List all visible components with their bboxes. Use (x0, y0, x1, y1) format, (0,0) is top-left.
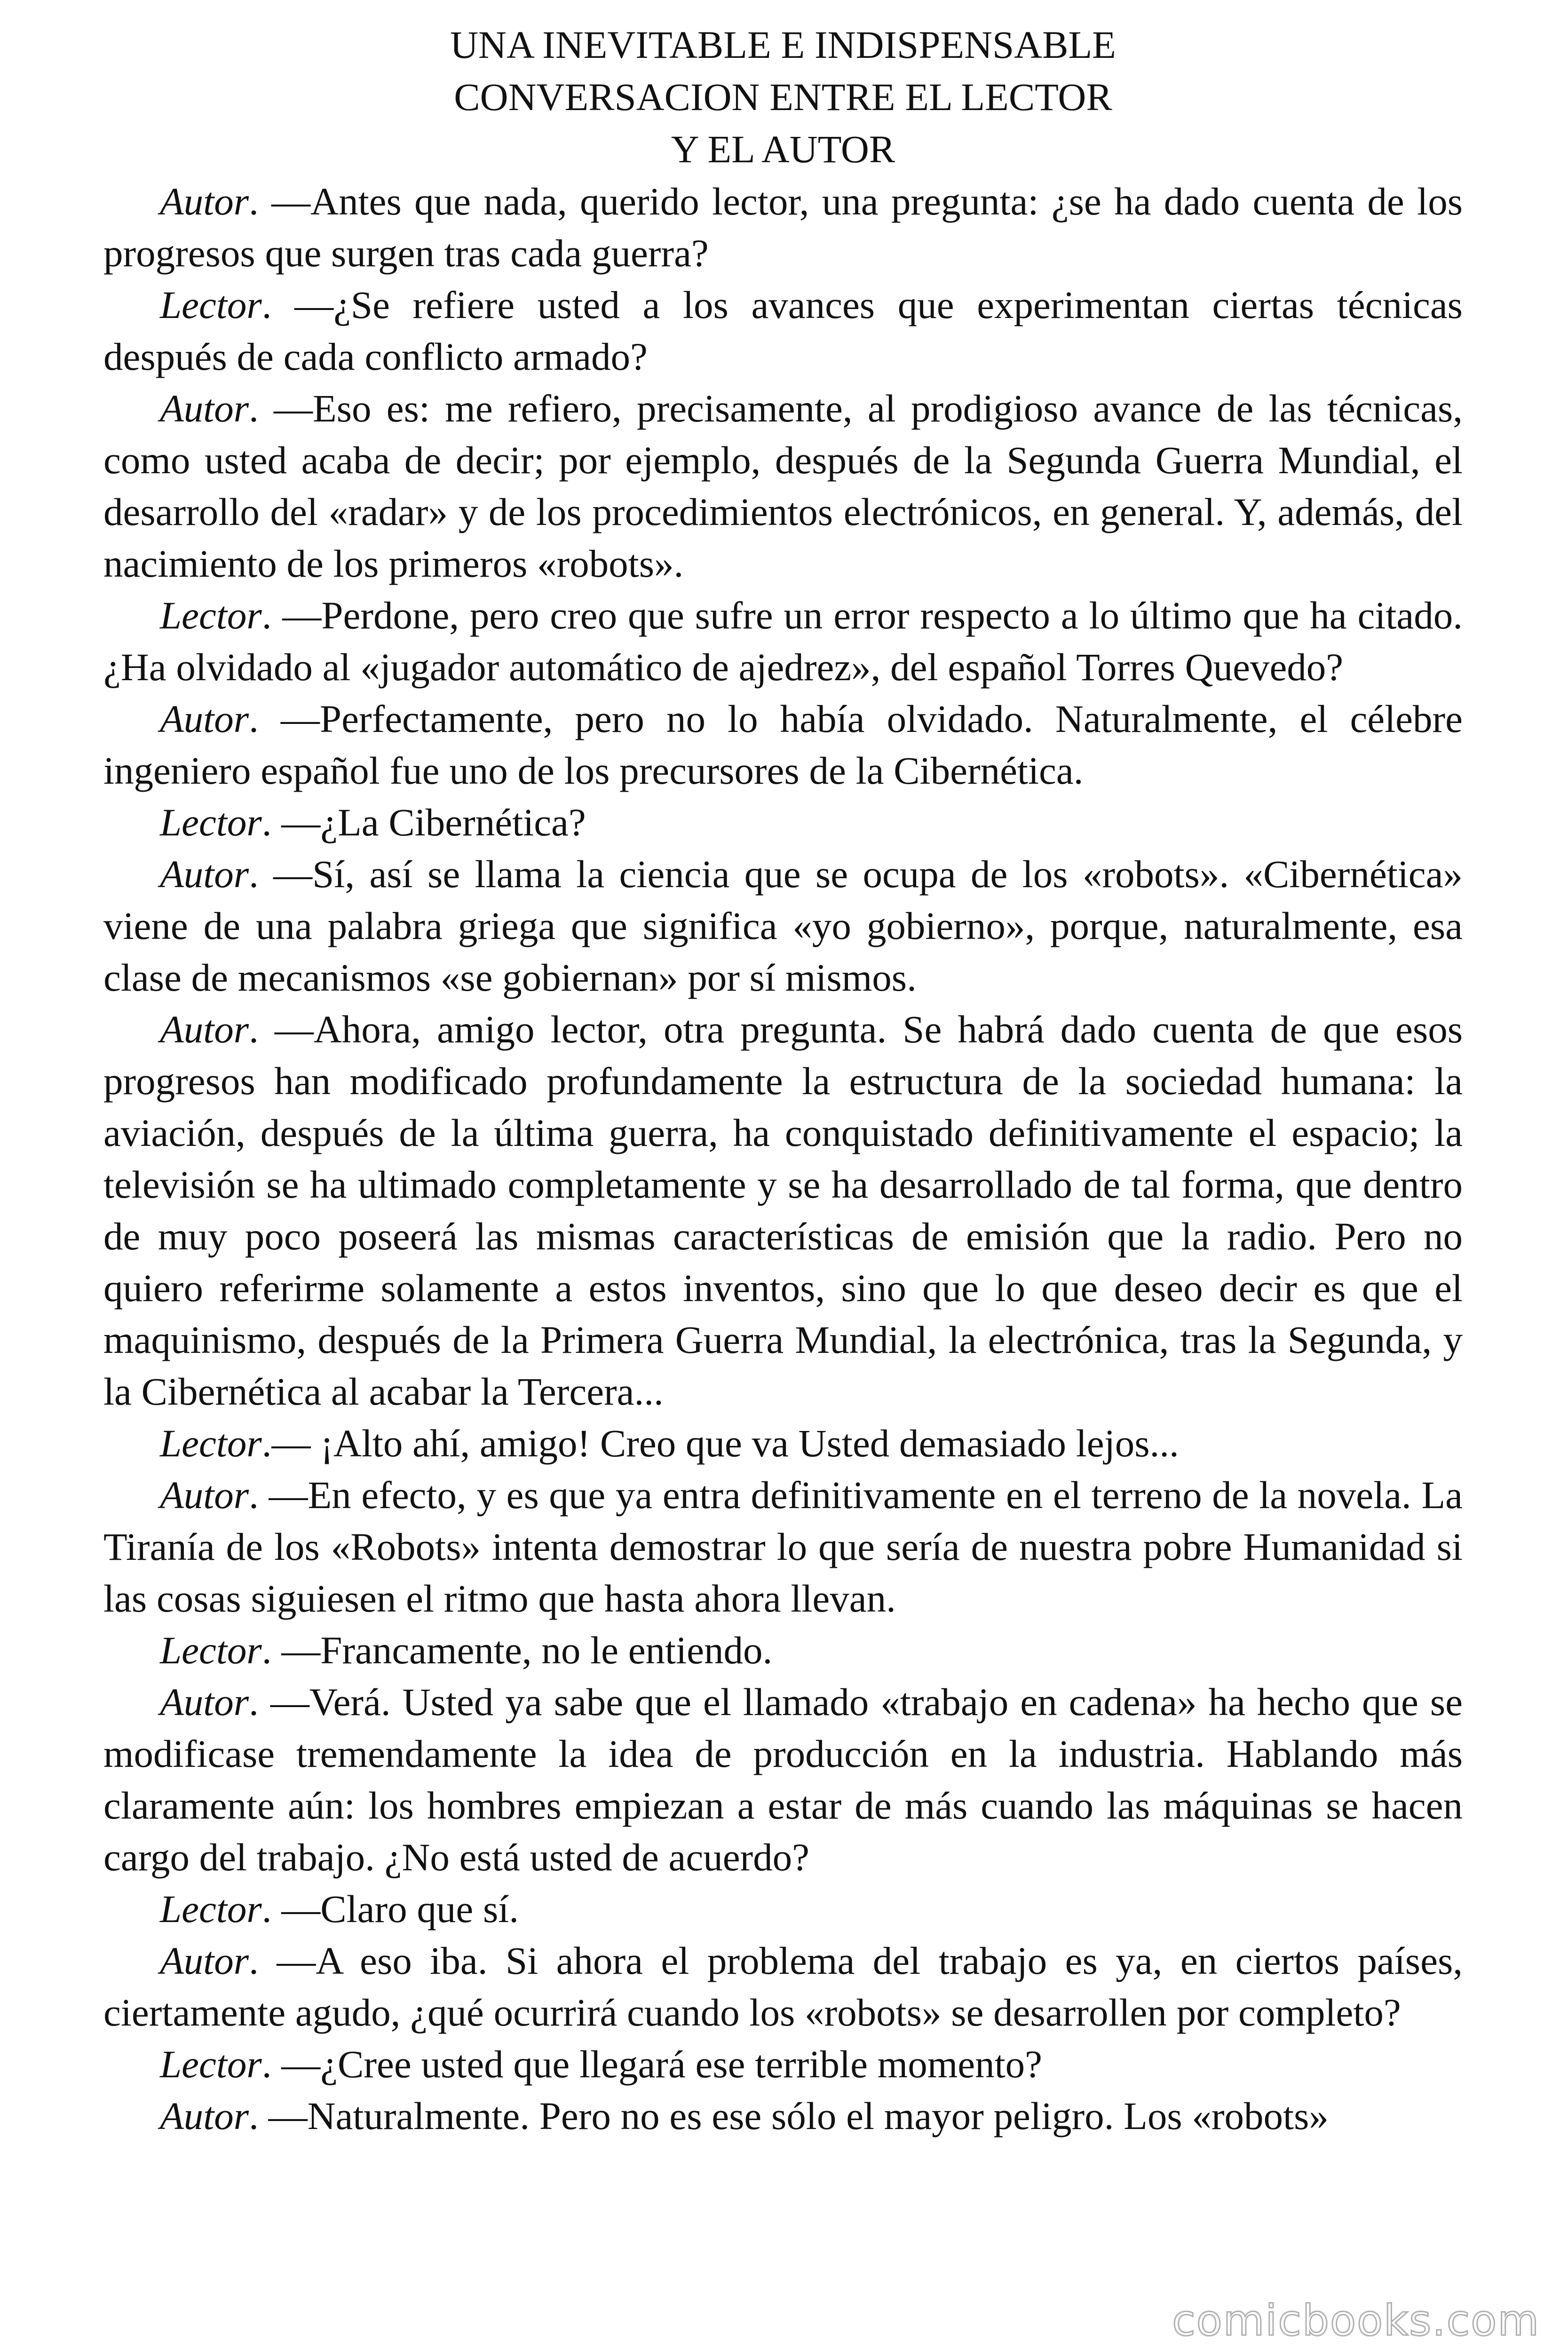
speaker-name: Autor (160, 1008, 249, 1051)
dialogue-paragraph (103, 279, 1463, 382)
speaker-name: Lector (160, 801, 262, 844)
watermark-logo: comicbooks.com (1172, 2296, 1540, 2345)
dialogue-paragraph (103, 848, 1463, 1003)
speaker-name: Autor (160, 2094, 249, 2137)
chapter-title (103, 19, 1463, 175)
paragraph-text: . —A eso iba. Si ahora el problema del trabajo es ya, en ciertos países, ciertamente agudo, ¿qué ocurrirá cuando los «robots» se desarrollen por completo? (103, 1939, 1463, 2034)
paragraph-text: .— ¡Alto ahí, amigo! Creo que va Usted demasiado lejos... (261, 1422, 1179, 1465)
paragraph-text: . —¿Cree usted que llegará ese terrible momento? (261, 2042, 1043, 2086)
speaker-name: Autor (160, 180, 249, 223)
dialogue-paragraph (103, 1469, 1463, 1624)
paragraph-text: . —¿Se refiere usted a los avances que experimentan ciertas técnicas después de cada conflicto armado? (103, 283, 1463, 378)
speaker-name: Autor (160, 1473, 249, 1517)
paragraph-text: . —Ahora, amigo lector, otra pregunta. Se habrá dado cuenta de que esos progresos han modificado profundamente la estructura de la sociedad humana: la aviación, después de la última guerra, ha conquistado definitivamente el espacio; la televisión se ha ultimado completamente y se ha desarrollado de tal forma, que dentro de muy poco poseerá las mismas características de emisión que la radio. Pero no quiero referirme solamente a estos inventos, sino que lo que deseo decir es que el maquinismo, después de la Primera Guerra Mundial, la electrónica, tras la Segunda, y la Cibernética al acabar la Tercera... (103, 1008, 1463, 1413)
dialogue-paragraph (103, 382, 1463, 589)
dialogue-paragraph (103, 1003, 1463, 1417)
dialogue-paragraph (103, 796, 1463, 848)
dialogue-paragraph (103, 1676, 1463, 1883)
dialogue-paragraph (103, 1883, 1463, 1935)
paragraph-text: . —Francamente, no le entiendo. (261, 1629, 773, 1672)
dialogue-paragraph (103, 175, 1463, 279)
speaker-name: Lector (160, 283, 262, 326)
speaker-name: Autor (160, 697, 249, 740)
speaker-name: Autor (160, 387, 249, 430)
speaker-name: Lector (160, 1629, 262, 1672)
paragraph-text: . —¿La Cibernética? (261, 801, 586, 844)
paragraph-text: . —Antes que nada, querido lector, una pregunta: ¿se ha dado cuenta de los progresos que surgen tras cada guerra? (103, 180, 1463, 275)
dialogue-paragraph (103, 1417, 1463, 1469)
paragraph-text: . —Eso es: me refiero, precisamente, al prodigioso avance de las técnicas, como usted acaba de decir; por ejemplo, después de la Segunda Guerra Mundial, el desarrollo del «radar» y de los procedimientos electrónicos, en general. Y, además, del nacimiento de los primeros «robots». (103, 387, 1463, 585)
speaker-name: Autor (160, 852, 249, 896)
title-line: UNA INEVITABLE E INDISPENSABLE (450, 23, 1116, 66)
paragraph-text: . —Verá. Usted ya sabe que el llamado «trabajo en cadena» ha hecho que se modificase tremendamente la idea de producción en la industria. Hablando más claramente aún: los hombres empiezan a estar de más cuando las máquinas se hacen cargo del trabajo. ¿No está usted de acuerdo? (103, 1680, 1463, 1879)
speaker-name: Lector (160, 594, 262, 637)
dialogue-paragraph (103, 589, 1463, 693)
speaker-name: Autor (160, 1680, 249, 1724)
paragraph-text: . —Sí, así se llama la ciencia que se ocupa de los «robots». «Cibernética» viene de una palabra griega que significa «yo gobierno», porque, naturalmente, esa clase de mecanismos «se gobiernan» por sí mismos. (103, 852, 1463, 999)
title-line: Y EL AUTOR (671, 127, 895, 171)
paragraph-text: . —Naturalmente. Pero no es ese sólo el mayor peligro. Los «robots» (249, 2094, 1329, 2137)
dialogue-paragraph (103, 1624, 1463, 1676)
speaker-name: Lector (160, 2042, 262, 2086)
dialogue-paragraph (103, 2090, 1463, 2142)
dialogue-paragraph (103, 693, 1463, 796)
paragraph-text: . —En efecto, y es que ya entra definitivamente en el terreno de la novela. La Tiranía de los «Robots» intenta demostrar lo que sería de nuestra pobre Humanidad si las cosas siguiesen el ritmo que hasta ahora llevan. (103, 1473, 1463, 1620)
paragraph-text: . —Perfectamente, pero no lo había olvidado. Naturalmente, el célebre ingeniero español fue uno de los precursores de la Cibernética. (103, 697, 1463, 792)
title-line: CONVERSACION ENTRE EL LECTOR (454, 75, 1112, 119)
speaker-name: Lector (160, 1422, 262, 1465)
document-page (103, 19, 1463, 2142)
speaker-name: Autor (160, 1939, 249, 1982)
paragraph-text: . —Claro que sí. (261, 1887, 519, 1931)
dialogue-paragraph (103, 2038, 1463, 2090)
speaker-name: Lector (160, 1887, 262, 1931)
dialogue-body (103, 175, 1463, 2142)
paragraph-text: . —Perdone, pero creo que sufre un error respecto a lo último que ha citado. ¿Ha olvidado al «jugador automático de ajedrez», del español Torres Quevedo? (103, 594, 1463, 689)
dialogue-paragraph (103, 1935, 1463, 2038)
